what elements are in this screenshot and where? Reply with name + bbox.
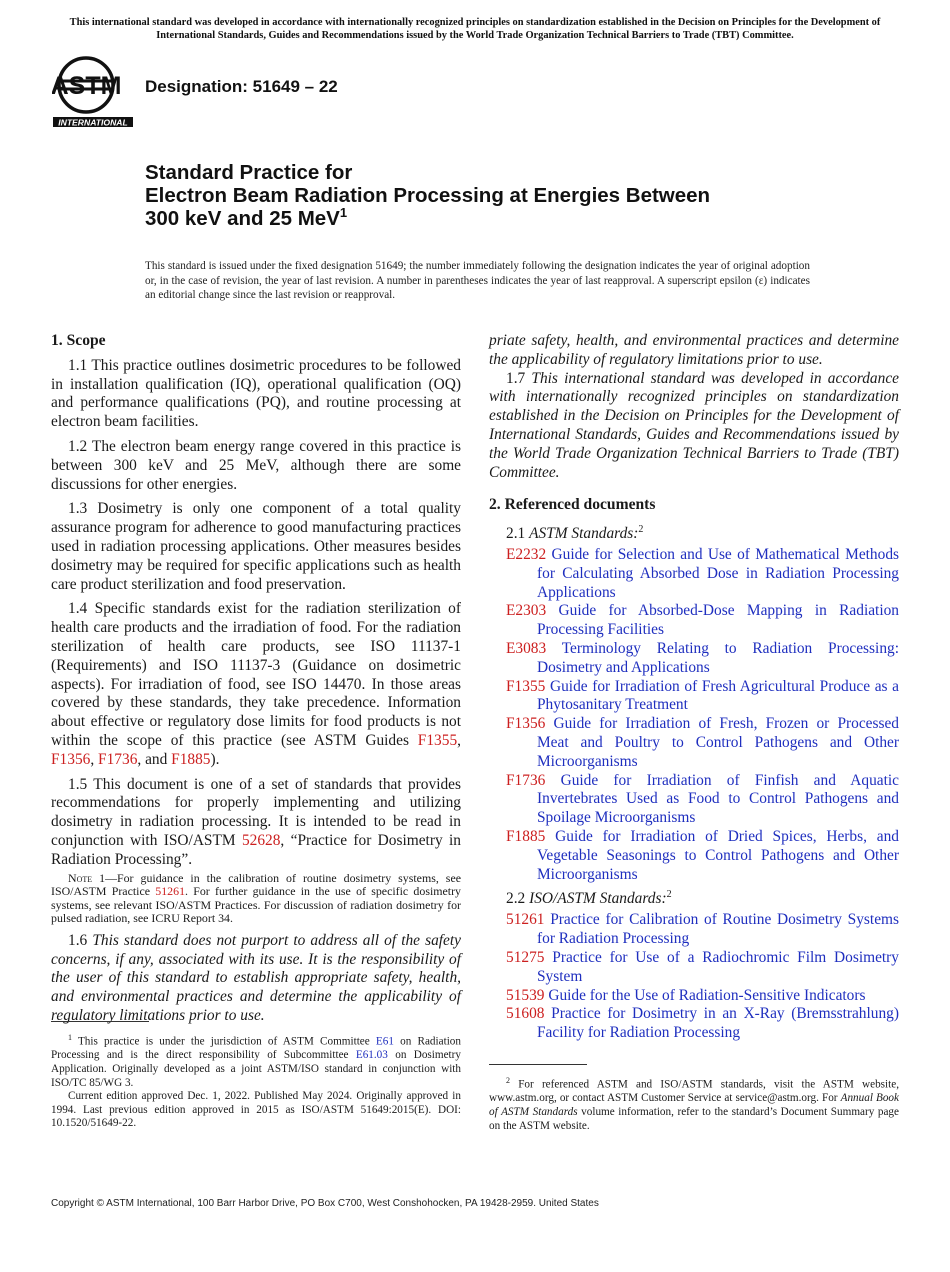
reference-code[interactable]: F1736 — [506, 771, 546, 789]
reference-title[interactable]: Guide for Irradiation of Fresh, Frozen or Processed Meat and Poultry to Control Pathogens and Other Microorganisms — [537, 715, 899, 770]
reference-item[interactable] — [506, 911, 899, 949]
title-line-2: Electron Beam Radiation Processing at Energies Between — [145, 184, 711, 207]
paragraph-1-4-text: 1.4 Specific standards exist for the radiation sterilization of health care products and the irradiation of food. For the radiation sterilization of health care products, see ISO 11137-1 (Requirements) and ISO 11137-3 (Guidance on dosimetric aspects). For irradiation of food, see ISO 14470. In those areas covered by these standards, they take precedence. Information about effective or regulatory dose limits for food products is not within the scope of this practice (see ASTM Guides — [51, 600, 461, 749]
reference-item[interactable] — [506, 640, 899, 678]
paragraph-1-6-text: This standard does not purport to address all of the safety concerns, if any, associated with its use. It is the responsibility of the user of this standard to establish appropriate safety, health, and environmental practices and determine the applicability of regulatory limitations prior to use. — [51, 931, 461, 1025]
footnote-text: on Dosimetry Application. Originally developed as a joint ASTM/ISO standard in conjunction with ISO/TC 85/WG 3. — [51, 1049, 461, 1089]
iso-astm-standards-label — [506, 886, 899, 909]
reference-item[interactable] — [506, 828, 899, 884]
paragraph-1-5-text: 1.5 This document is one of a set of standards that provides recommendations for properly implementing and utilizing dosimetry in radiation processing. It is intended to be read in conjunction with ISO/ASTM — [51, 775, 461, 849]
footnote-mark: 2 — [666, 889, 672, 901]
paragraph-1-5-end: , “Practice for Dosimetry in Radiation Processing”. — [51, 831, 461, 868]
reference-item[interactable] — [506, 602, 899, 640]
paragraph-number: 1.7 — [506, 369, 532, 387]
trade-notice: This international standard was developed in accordance with internationally recognized principles on standardization established in the Decision on Principles for the Development of International Standards, Guides and Recommendations issued by the World Trade Organization Technical Barriers to Trade (TBT) Committee. — [69, 17, 881, 41]
link-52628[interactable]: 52628 — [241, 831, 281, 849]
footnote-text: volume information, refer to the standard’s Document Summary page on the ASTM website. — [489, 1105, 899, 1132]
footnote-text: For referenced ASTM and ISO/ASTM standards, visit the ASTM website, www.astm.org, or contact ASTM Customer Service at service@astm.org. For — [489, 1078, 899, 1105]
astm-standards-list — [489, 546, 899, 884]
footnote-divider — [51, 1021, 149, 1022]
reference-item[interactable] — [506, 949, 899, 987]
astm-standards-label — [506, 521, 899, 544]
reference-item[interactable] — [506, 772, 899, 828]
copyright-line: Copyright © ASTM International, 100 Barr Harbor Drive, PO Box C700, West Conshohocken, PA 19428-2959. United States — [51, 1198, 599, 1209]
paragraph-1-5 — [51, 776, 461, 870]
footnote-text: This practice is under the jurisdiction of ASTM Committee — [72, 1035, 376, 1048]
logo-mark: ASTM — [52, 72, 122, 100]
reference-item[interactable] — [506, 1005, 899, 1043]
note-text-end: . For further guidance in the use of specific dosimetry systems, see relevant ISO/ASTM Practices. For discussion of radiation dosimetry for pulsed radiation, see ICRU Report 34. — [51, 884, 461, 926]
reference-title[interactable]: Terminology Relating to Radiation Processing: Dosimetry and Applications — [537, 640, 899, 676]
paragraph-1-3: 1.3 Dosimetry is only one component of a total quality assurance program for adherence to good manufacturing practices used in radiation processing applications. Other measures besides dosimetry may be required for specific applications such as health care product sterilization and food preservation. — [51, 500, 461, 593]
reference-title[interactable]: Guide for the Use of Radiation-Sensitive Indicators — [548, 986, 866, 1004]
reference-title[interactable]: Guide for Irradiation of Dried Spices, Herbs, and Vegetable Seasonings to Control Pathogens and Other Microorganisms — [537, 828, 899, 883]
footnote-mark: 2 — [506, 1076, 510, 1085]
reference-title[interactable]: Practice for Use of a Radiochromic Film Dosimetry System — [537, 948, 899, 985]
section-number: 2.1 — [506, 525, 530, 543]
paragraph-1-7 — [489, 370, 899, 483]
link-f1736[interactable]: F1736 — [98, 750, 138, 768]
reference-code[interactable]: 51261 — [506, 911, 545, 929]
link-f1355[interactable]: F1355 — [417, 731, 458, 749]
link-f1356[interactable]: F1356 — [51, 750, 91, 768]
paragraph-1-7-text: This international standard was developed in accordance with internationally recognized principles on standardization established in the Decision on Principles for the Development of International Standards, Guides and Recommendations issued by the World Trade Organization Technical Barriers to Trade (TBT) Committee. — [489, 369, 899, 481]
link-51261-note[interactable]: 51261 — [155, 884, 186, 899]
footnote-text: on Radiation Processing and is the direct responsibility of Subcommittee — [51, 1035, 461, 1062]
issue-statement: This standard is issued under the fixed designation 51649; the number immediately following the designation indicates the year of original adoption or, in the case of revision, the year of last revision. A number in parentheses indicates the year of last reapproval. A superscript epsilon (ε) indicates an editorial change since the last revision or reapproval. — [145, 260, 810, 301]
separator: , — [90, 750, 99, 768]
footnote-mark: 1 — [68, 1033, 72, 1042]
footnote-1 — [51, 1031, 461, 1090]
title-line-3 — [145, 207, 845, 230]
reference-item[interactable] — [506, 546, 899, 602]
reference-code[interactable]: F1356 — [506, 715, 546, 733]
paragraph-number: 1.6 — [68, 931, 93, 949]
reference-title[interactable]: Guide for Irradiation of Fresh Agricultural Produce as a Phytosanitary Treatment — [537, 677, 899, 714]
title-line-3-text: 300 keV and 25 MeV — [145, 207, 340, 230]
reference-title[interactable]: Practice for Calibration of Routine Dosimetry Systems for Radiation Processing — [537, 911, 899, 948]
paragraph-1-6-continued: priate safety, health, and environmental practices and determine the applicability of regulatory limitations prior to use. — [489, 332, 899, 368]
note-text: 1—For guidance in the calibration of routine dosimetry systems, see ISO/ASTM Practice — [51, 870, 461, 899]
link-e61[interactable]: E61 — [375, 1035, 394, 1048]
reference-code[interactable]: F1355 — [506, 677, 546, 695]
logo-subtitle: INTERNATIONAL — [58, 117, 128, 128]
title-line-1: Standard Practice for — [145, 161, 353, 184]
footnote-divider — [489, 1064, 587, 1065]
reference-item[interactable] — [506, 987, 899, 1006]
reference-title[interactable]: Practice for Dosimetry in an X-Ray (Bremsstrahlung) Facility for Radiation Processing — [537, 1005, 899, 1042]
separator: , — [457, 731, 461, 749]
reference-title[interactable]: Guide for Absorbed-Dose Mapping in Radiation Processing Facilities — [537, 602, 899, 639]
reference-code[interactable]: 51608 — [506, 1005, 545, 1023]
section-number: 2.2 — [506, 890, 530, 908]
reference-title[interactable]: Guide for Selection and Use of Mathematical Methods for Calculating Absorbed Dose in Radiation Processing Applications — [537, 546, 900, 601]
footnote-2 — [489, 1074, 899, 1133]
astm-label-text: ASTM Standards: — [529, 525, 639, 543]
note-label: Note — [68, 870, 93, 885]
reference-title[interactable]: Guide for Irradiation of Finfish and Aquatic Invertebrates Used as Food to Control Pathogens and Spoilage Microorganisms — [537, 771, 899, 827]
reference-code[interactable]: 51539 — [506, 986, 545, 1004]
reference-code[interactable]: 51275 — [506, 948, 545, 966]
link-f1885[interactable]: F1885 — [171, 750, 211, 768]
iso-label-text: ISO/ASTM Standards: — [529, 890, 667, 908]
reference-item[interactable] — [506, 678, 899, 716]
link-e61-03[interactable]: E61.03 — [355, 1049, 388, 1062]
title-footnote-mark: 1 — [339, 205, 348, 221]
reference-code[interactable]: E2303 — [506, 602, 547, 620]
right-column-content — [489, 332, 899, 1043]
iso-astm-standards-list — [489, 911, 899, 1043]
paragraph-1-6 — [51, 932, 461, 1026]
reference-code[interactable]: E2232 — [506, 546, 547, 564]
reference-item[interactable] — [506, 715, 899, 771]
reference-code[interactable]: F1885 — [506, 828, 546, 846]
footnotes-left — [51, 1031, 461, 1131]
document-title — [145, 161, 845, 230]
footnote-italic: Annual Book of ASTM Standards — [489, 1092, 899, 1118]
note-1 — [51, 872, 461, 926]
footnote-mark: 2 — [638, 524, 644, 536]
paragraph-1-4 — [51, 600, 461, 769]
separator: , and — [137, 750, 172, 768]
footnotes-right — [489, 1074, 899, 1133]
astm-logo-icon — [52, 55, 136, 131]
paragraph-1-4-end: ). — [210, 750, 220, 768]
footnote-edition: Current edition approved Dec. 1, 2022. Published May 2024. Originally approved in 1994. Last previous edition approved in 2015 as ISO/ASTM 51649:2015(E). DOI: 10.1520/51649-22. — [51, 1090, 461, 1130]
referenced-heading: 2. Referenced documents — [489, 496, 656, 514]
astm-logo — [52, 55, 136, 131]
left-column — [51, 332, 461, 1032]
designation: Designation: 51649 – 22 — [145, 77, 338, 96]
scope-heading: 1. Scope — [51, 332, 106, 349]
paragraph-1-1: 1.1 This practice outlines dosimetric procedures to be followed in installation qualification (IQ), operational qualification (OQ) and performance qualifications (PQ), and routine processing at electron beam facilities. — [51, 356, 461, 431]
paragraph-1-2: 1.2 The electron beam energy range covered in this practice is between 300 keV and 25 MeV, although there are some discussions for other energies. — [51, 437, 461, 493]
reference-code[interactable]: E3083 — [506, 640, 547, 658]
